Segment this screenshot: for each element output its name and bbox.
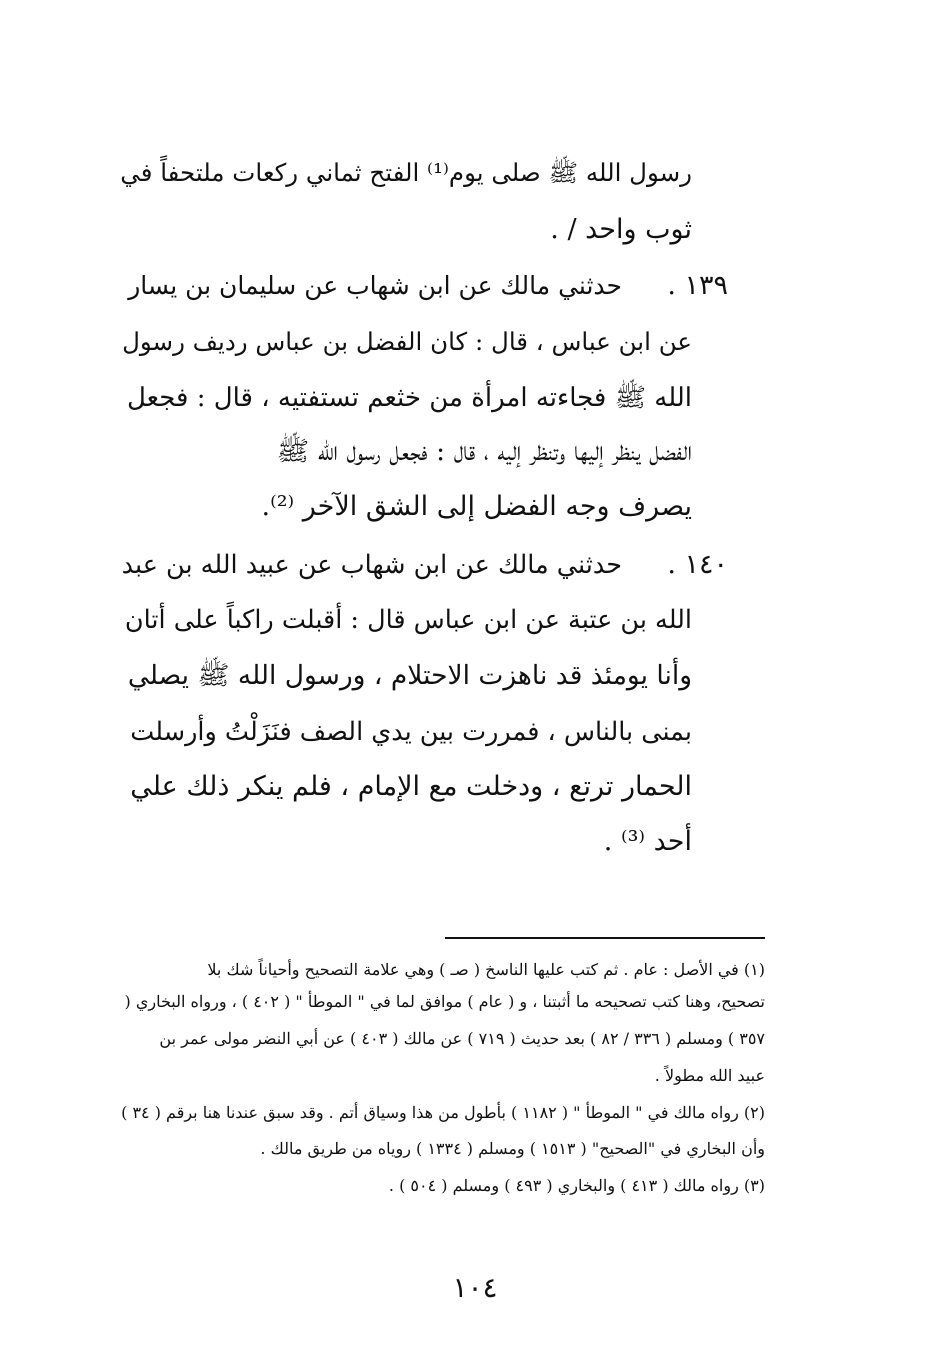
footnote-separator [445,937,765,939]
text-line: ثوب واحد / . [550,214,692,245]
footnote-line: (١) في الأصل : عام . ثم كتب عليها الناسخ ( صـ ) وهي علامة التصحيح وأحياناً شك بلا [207,960,765,979]
footnote-line: وأن البخاري في "الصحيح" ( ١٥١٣ ) ومسلم ( ١٣٣٤ ) روياه من طريق مالك . [260,1139,765,1158]
text-line: الفضل ينظر إليها وتنظر إليه ، قال : فجعل رسول الله ﷺ [276,436,692,467]
page-number: ١٠٤ [452,1271,498,1304]
text-line: أحد ⁽³⁾ . [603,826,692,857]
footnote-line: عبيد الله مطولاً . [654,1066,765,1085]
footnote-line: ٣٥٧ ) ومسلم ( ٣٣٦ / ٨٢ ) بعد حديث ( ٧١٩ ) عن مالك ( ٤٠٣ ) عن أبي النضر مولى عمر بن [159,1029,765,1048]
text-line: الحمار ترتع ، ودخلت مع الإمام ، فلم ينكر ذلك علي [130,771,692,802]
text-line: حدثني مالك عن ابن شهاب عن سليمان بن يسار [128,271,622,300]
text-line: عن ابن عباس ، قال : كان الفضل بن عباس رديف رسول [122,327,692,356]
text-line: الله بن عتبة عن ابن عباس قال : أقبلت راكباً على أتان [124,605,692,635]
footnote-line: (٢) رواه مالك في " الموطأ " ( ١١٨٢ ) بأطول من هذا وسياق أتم . وقد سبق عندنا هنا برقم ( ٣٤ ) [121,1103,765,1122]
footnote-line: (٣) رواه مالك ( ٤١٣ ) والبخاري ( ٤٩٣ ) ومسلم ( ٥٠٤ ) . [388,1176,765,1195]
text-line: يصرف وجه الفضل إلى الشق الآخر ⁽²⁾. [261,491,692,522]
hadith-number: ١٤٠ . [667,549,728,580]
footnote-line: تصحيح، وهنا كتب تصحيحه ما أثبتنا ، و ( عام ) موافق لما في " الموطأ " ( ٤٠٢ ) ، ورواه البخاري ( [124,992,765,1011]
text-line: الله ﷺ فجاءته امرأة من خثعم تستفتيه ، قال : فجعل [126,383,692,413]
text-line: بمنى بالناس ، فمررت بين يدي الصف فنَزَلْتُ وأرسلت [130,717,692,747]
text-line: حدثني مالك عن ابن شهاب عن عبيد الله بن عبد [121,550,622,580]
text-line: رسول الله ﷺ صلى يوم⁽¹⁾ الفتح ثماني ركعات ملتحفاً في [120,158,692,187]
text-line: وأنا يومئذ قد ناهزت الاحتلام ، ورسول الله ﷺ يصلي [127,660,692,691]
hadith-number: ١٣٩ . [667,270,728,301]
